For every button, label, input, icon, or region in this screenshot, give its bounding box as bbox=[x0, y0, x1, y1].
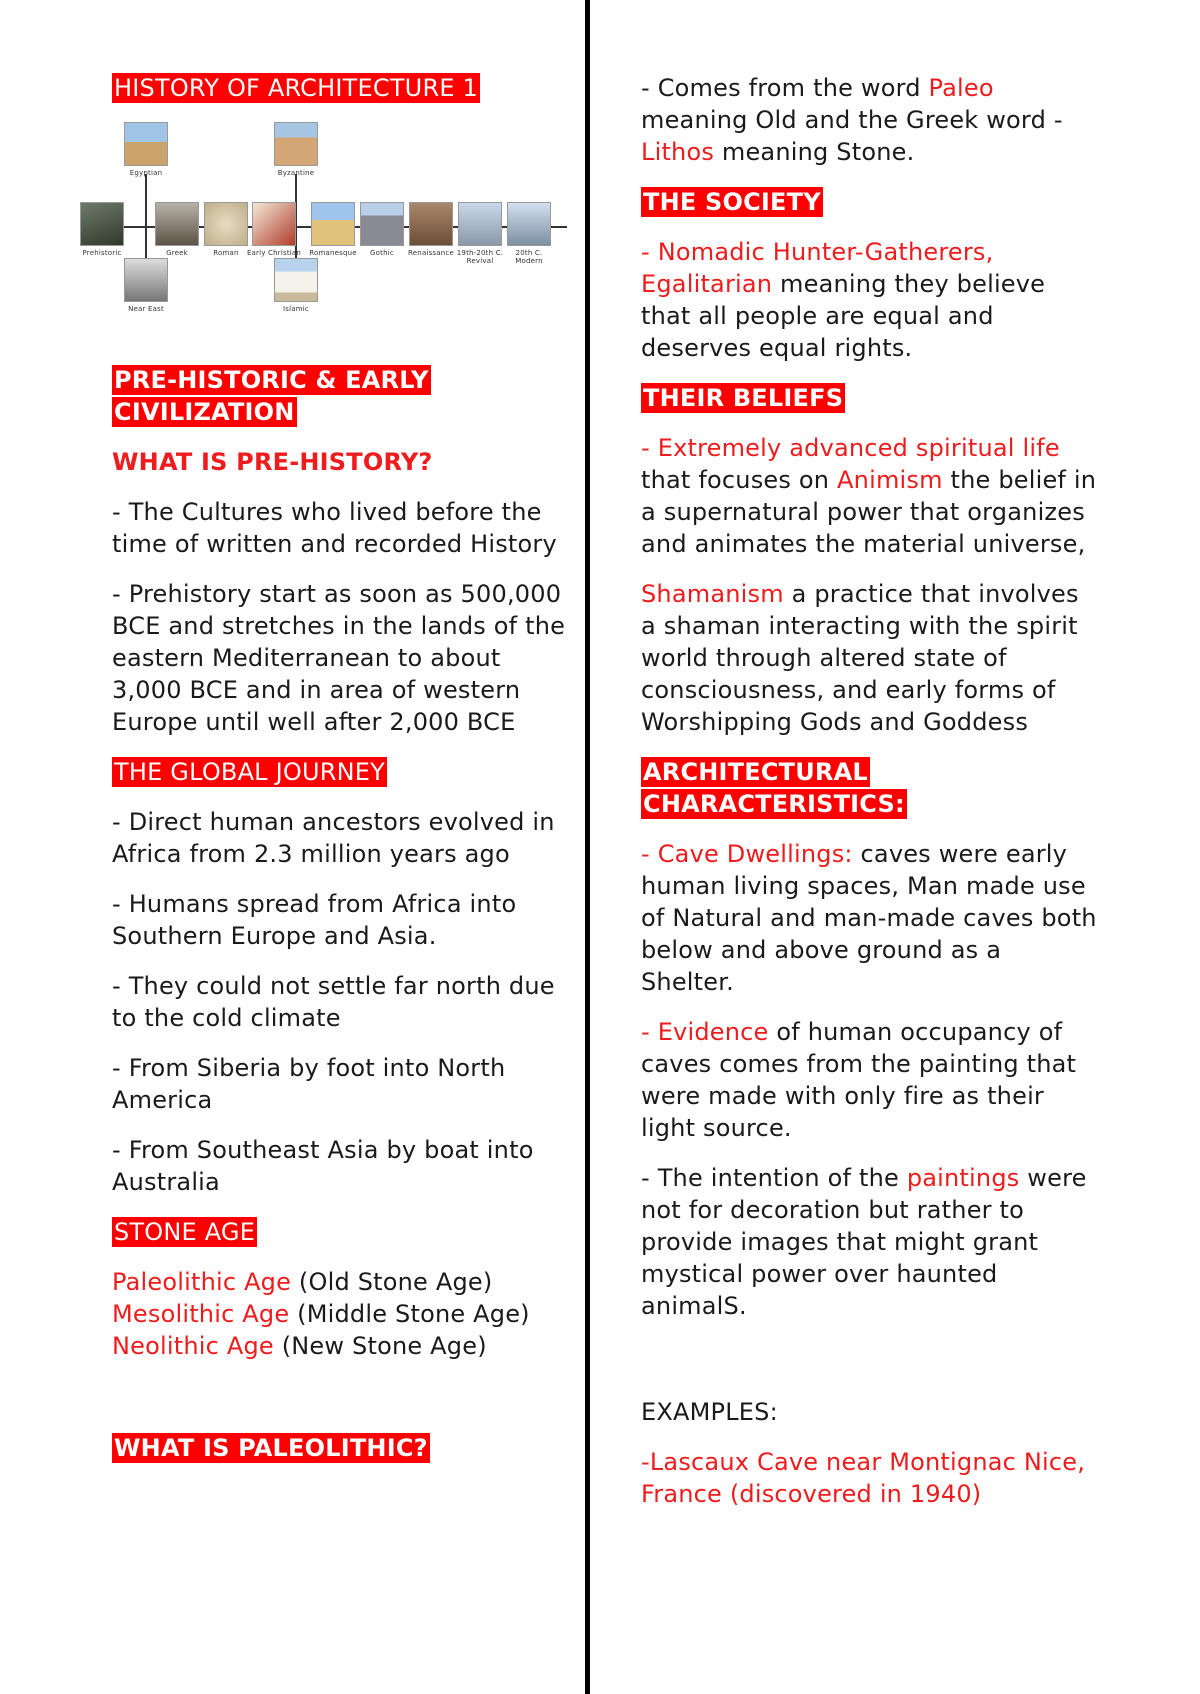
paragraph-journey-1: - Direct human ancestors evolved in Africa from 2.3 million years ago bbox=[112, 808, 555, 868]
section-heading-paleolithic: WHAT IS PALEOLITHIC? bbox=[114, 1434, 428, 1462]
examples-label: EXAMPLES: bbox=[641, 1398, 778, 1426]
revival-image bbox=[458, 202, 502, 246]
timeline-label-revival: 19th-20th C. Revival bbox=[456, 249, 504, 265]
list-item: Mesolithic Age (Middle Stone Age) bbox=[112, 1300, 530, 1328]
document-title: HISTORY OF ARCHITECTURE 1 bbox=[114, 74, 478, 102]
romanesque-image bbox=[311, 202, 355, 246]
right-column bbox=[641, 72, 1101, 1528]
paragraph-society: - Nomadic Hunter-Gatherers, Egalitarian meaning they believe that all people are equal and deserves equal rights. bbox=[641, 238, 1046, 362]
paragraph-paleolithic-meaning: - Comes from the word Paleo meaning Old and the Greek word - Lithos meaning Stone. bbox=[641, 74, 1063, 166]
paragraph-evidence: - Evidence of human occupancy of caves comes from the painting that were made with only fire as their light source. bbox=[641, 1018, 1077, 1142]
timeline-label-early-christian: Early Christian bbox=[246, 249, 302, 257]
stone-age-list bbox=[112, 1266, 567, 1362]
timeline-label-romanesque: Romanesque bbox=[309, 249, 357, 257]
timeline-label-byzantine: Byzantine bbox=[277, 169, 315, 177]
roman-image bbox=[204, 202, 248, 246]
timeline-label-islamic: Islamic bbox=[283, 305, 309, 313]
section-heading-architectural: ARCHITECTURAL CHARACTERISTICS: bbox=[643, 758, 905, 818]
timeline-label-roman: Roman bbox=[213, 249, 239, 257]
section-heading-beliefs: THEIR BELIEFS bbox=[643, 384, 844, 412]
paragraph-prehistory-1: - The Cultures who lived before the time of written and recorded History bbox=[112, 498, 557, 558]
islamic-image bbox=[274, 258, 318, 302]
section-heading-prehistoric: PRE-HISTORIC & EARLY CIVILIZATION bbox=[114, 366, 429, 426]
section-heading-society: THE SOCIETY bbox=[643, 188, 821, 216]
timeline-label-renaissance: Renaissance bbox=[408, 249, 454, 257]
column-divider bbox=[585, 0, 590, 1694]
near-east-image bbox=[124, 258, 168, 302]
example-lascaux: -Lascaux Cave near Montignac Nice, France (discovered in 1940) bbox=[641, 1448, 1086, 1508]
paragraph-journey-2: - Humans spread from Africa into Southern Europe and Asia. bbox=[112, 890, 517, 950]
section-heading-stone-age: STONE AGE bbox=[114, 1218, 256, 1246]
greek-image bbox=[155, 202, 199, 246]
prehistoric-image bbox=[80, 202, 124, 246]
gothic-image bbox=[360, 202, 404, 246]
timeline-label-gothic: Gothic bbox=[370, 249, 394, 257]
paragraph-beliefs-shamanism: Shamanism a practice that involves a shaman interacting with the spirit world through altered state of consciousness, and early forms of Worshipping Gods and Goddess bbox=[641, 580, 1079, 736]
left-column bbox=[82, 72, 567, 1482]
egyptian-image bbox=[124, 122, 168, 166]
paragraph-journey-3: - They could not settle far north due to the cold climate bbox=[112, 972, 555, 1032]
question-prehistory: WHAT IS PRE-HISTORY? bbox=[112, 448, 433, 476]
byzantine-image bbox=[274, 122, 318, 166]
timeline-label-egyptian: Egyptian bbox=[129, 169, 163, 177]
section-heading-global-journey: THE GLOBAL JOURNEY bbox=[114, 758, 385, 786]
architecture-timeline-diagram bbox=[82, 122, 567, 340]
renaissance-image bbox=[409, 202, 453, 246]
list-item: Neolithic Age (New Stone Age) bbox=[112, 1332, 487, 1360]
list-item: Paleolithic Age (Old Stone Age) bbox=[112, 1268, 493, 1296]
paragraph-prehistory-2: - Prehistory start as soon as 500,000 BCE and stretches in the lands of the eastern Mediterranean to about 3,000 BCE and in area of western Europe until well after 2,000 BCE bbox=[112, 580, 566, 736]
modern-image bbox=[507, 202, 551, 246]
paragraph-beliefs-animism: - Extremely advanced spiritual life that focuses on Animism the belief in a supernatural power that organizes and animates the material universe, bbox=[641, 434, 1097, 558]
paragraph-journey-5: - From Southeast Asia by boat into Australia bbox=[112, 1136, 534, 1196]
paragraph-cave-dwellings: - Cave Dwellings: caves were early human living spaces, Man made use of Natural and man-made caves both below and above ground as a Shelter. bbox=[641, 840, 1097, 996]
paragraph-paintings: - The intention of the paintings were not for decoration but rather to provide images that might grant mystical power over haunted animalS. bbox=[641, 1164, 1087, 1320]
timeline-label-prehistoric: Prehistoric bbox=[82, 249, 122, 257]
early-christian-image bbox=[252, 202, 296, 246]
timeline-label-modern: 20th C. Modern bbox=[515, 249, 543, 265]
paragraph-journey-4: - From Siberia by foot into North America bbox=[112, 1054, 506, 1114]
timeline-label-near-east: Near East bbox=[128, 305, 164, 313]
timeline-label-greek: Greek bbox=[166, 249, 188, 257]
